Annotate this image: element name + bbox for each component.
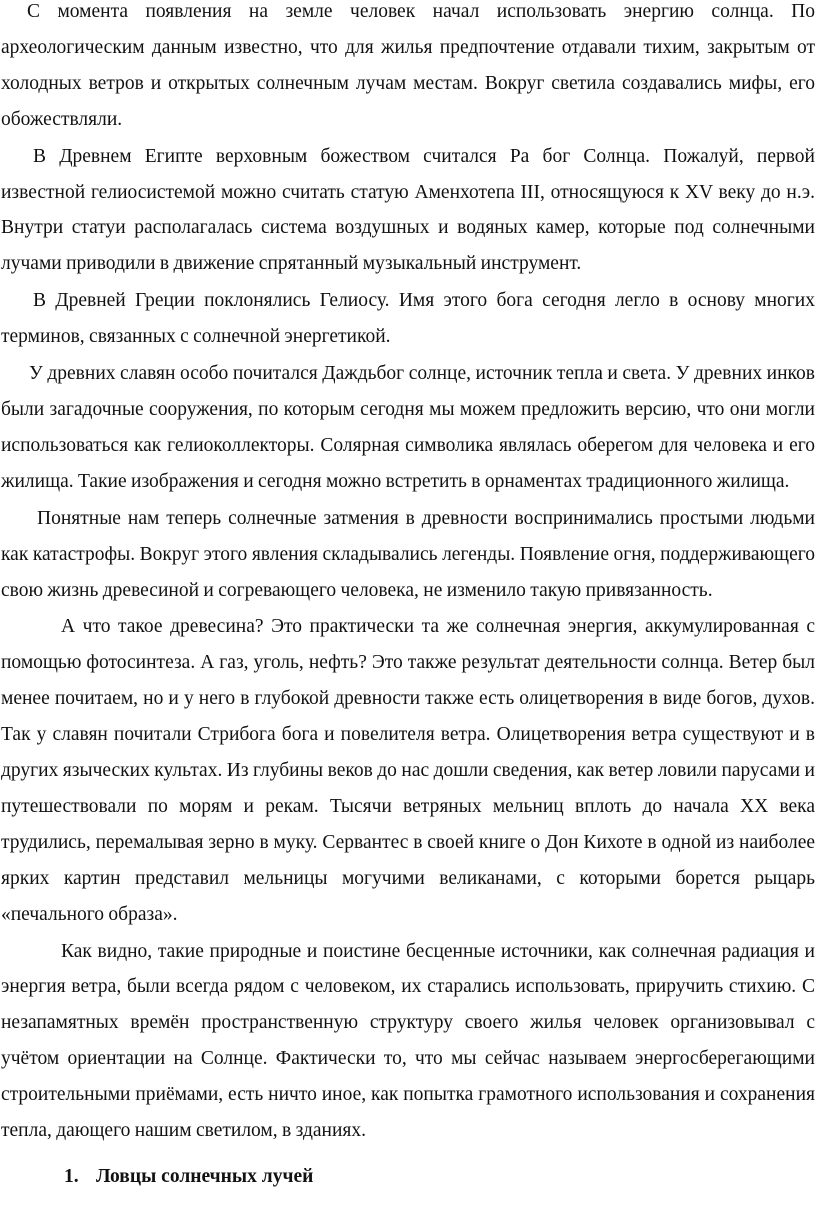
paragraph-wood-and-wind: А что такое древесина? Это практически та же солнечная энергия, аккумулированная с помощью фотосинтеза. А газ, уголь, нефть? Это также результат деятельности солнца. Ветер был менее почитаем, но и у него в глубокой древности также есть олицетворения в виде богов, духов. Так у славян почитали Стрибога бога и повелителя ветра. Олицетворения ветра существуют и в других языческих культах. Из глубины веков до нас дошли сведения, как ветер ловили парусами и путешествовали по морям и рекам. Тысячи ветряных мельниц вплоть до начала XX века трудились, перемалывая зерно в муку. Сервантес в своей книге о Дон Кихоте в одной из наиболее ярких картин представил мельницы могучими великанами, с которыми борется рыцарь «печального образа». bbox=[1, 616, 815, 925]
paragraph-slavs-and-incas: У древних славян особо почитался Даждьбог солнце, источник тепла и света. У древних инков были загадочные сооружения, по которым сегодня мы можем предложить версию, что они могли использоваться как гелиоколлекторы. Солярная символика являлась оберегом для человека и его жилища. Такие изображения и сегодня можно встретить в орнаментах традиционного жилища. bbox=[1, 363, 815, 492]
section-heading bbox=[1, 1163, 815, 1191]
section-heading-number: 1. bbox=[64, 1166, 79, 1187]
paragraph-ancient-egypt: В Древнем Египте верховным божеством считался Ра бог Солнца. Пожалуй, первой известной гелиосистемой можно считать статую Аменхотепа III, относящуюся к XV веку до н.э. Внутри статуи располагалась система воздушных и водяных камер, которые под солнечными лучами приводили в движение спрятанный музыкальный инструмент. bbox=[1, 145, 815, 275]
paragraph-sun-energy-origins: С момента появления на земле человек начал использовать энергию солнца. По археологическим данным известно, что для жилья предпочтение отдавали тихим, закрытым от холодных ветров и открытых солнечным лучам местам. Вокруг светила создавались мифы, его обожествляли. bbox=[1, 1, 815, 130]
section-heading-text: Ловцы солнечных лучей bbox=[96, 1166, 314, 1187]
paragraph-ancient-greece: В Древней Греции поклонялись Гелиосу. Имя этого бога сегодня легло в основу многих терминов, связанных с солнечной энергетикой. bbox=[1, 290, 815, 348]
paragraph-natural-sources: Как видно, такие природные и поистине бесценные источники, как солнечная радиация и энергия ветра, были всегда рядом с человеком, их старались использовать, приручить стихию. С незапамятных времён пространственную структуру своего жилья человек организовывал с учётом ориентации на Солнце. Фактически то, что мы сейчас называем энергосберегающими строительными приёмами, есть ничто иное, как попытка грамотного использования и сохранения тепла, дающего нашим светилом, в зданиях. bbox=[1, 940, 815, 1142]
paragraph-solar-eclipses: Понятные нам теперь солнечные затмения в древности воспринимались простыми людьми как катастрофы. Вокруг этого явления складывались легенды. Появление огня, поддерживающего свою жизнь древесиной и согревающего человека, не изменило такую привязанность. bbox=[1, 507, 815, 601]
